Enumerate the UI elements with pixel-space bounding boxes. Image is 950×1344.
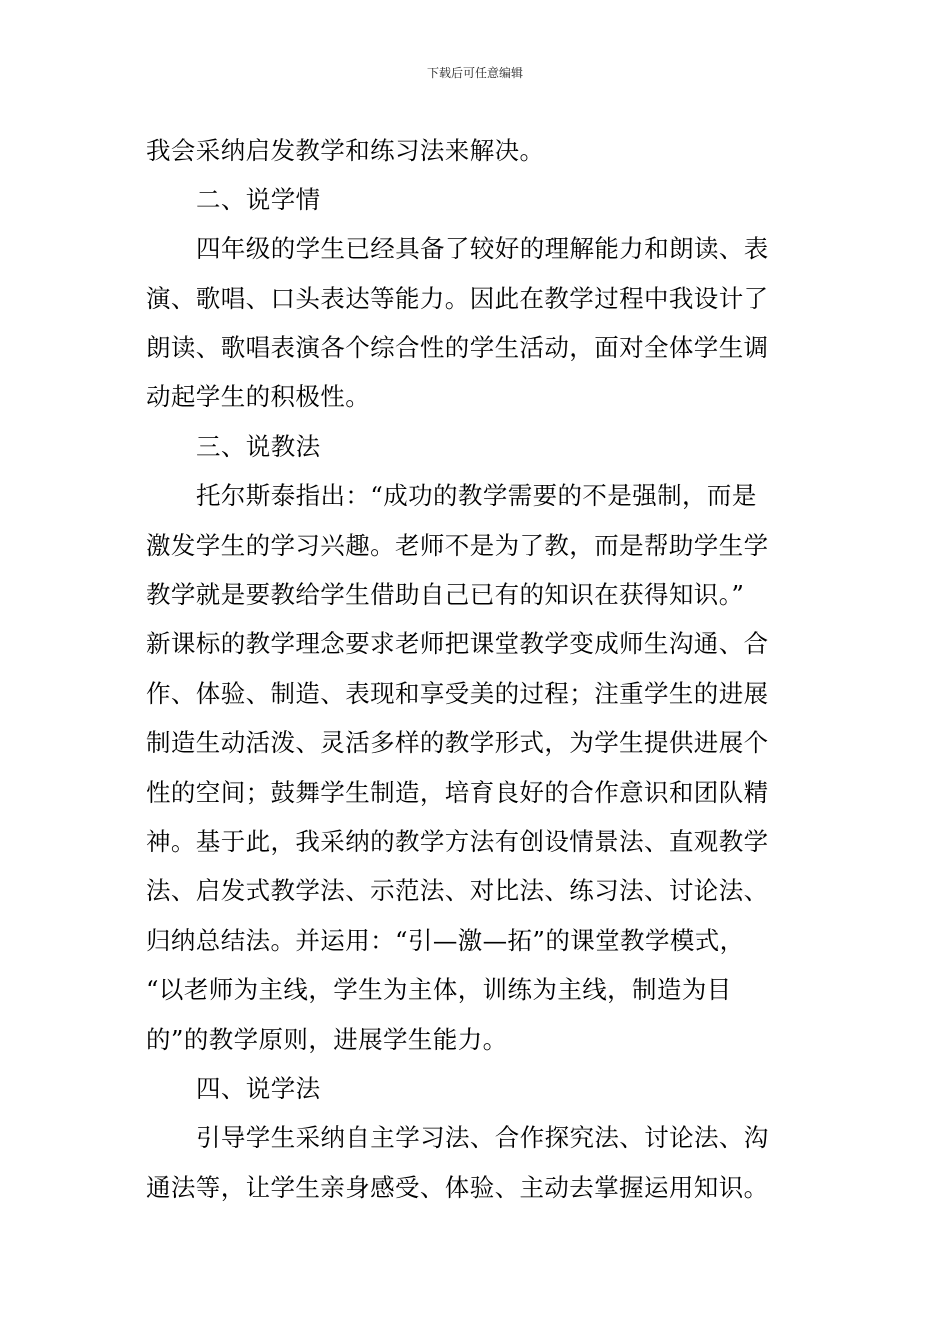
body-line: 教学就是要教给学生借助自己已有的知识在获得知识。” (146, 580, 745, 609)
body-line: “以老师为主线，学生为主体，训练为主线，制造为目 (146, 975, 732, 1004)
paragraph-first-line: 四年级的学生已经具备了较好的理解能力和朗读、表 (196, 234, 769, 263)
body-line: 神。基于此，我采纳的教学方法有创设情景法、直观教学 (146, 827, 769, 856)
section-heading: 三、说教法 (196, 432, 321, 461)
body-line: 朗读、歌唱表演各个综合性的学生活动，面对全体学生调 (146, 333, 769, 362)
body-line: 我会采纳启发教学和练习法来解决。 (146, 136, 545, 165)
paragraph-first-line: 托尔斯泰指出：“成功的教学需要的不是强制，而是 (196, 481, 757, 510)
body-line: 的”的教学原则，进展学生能力。 (146, 1025, 508, 1054)
body-line: 归纳总结法。并运用：“引—激—拓”的课堂教学模式， (146, 926, 745, 955)
body-line: 性的空间；鼓舞学生制造，培育良好的合作意识和团队精 (146, 778, 769, 807)
body-line: 激发学生的学习兴趣。老师不是为了教，而是帮助学生学 (146, 531, 769, 560)
body-line: 新课标的教学理念要求老师把课堂教学变成师生沟通、合 (146, 629, 769, 658)
paragraph-first-line: 引导学生采纳自主学习法、合作探究法、讨论法、沟 (196, 1123, 769, 1152)
body-line: 作、体验、制造、表现和享受美的过程；注重学生的进展 (146, 679, 769, 708)
body-line: 动起学生的积极性。 (146, 382, 371, 411)
section-heading: 四、说学法 (196, 1074, 321, 1103)
body-line: 法、启发式教学法、示范法、对比法、练习法、讨论法、 (146, 876, 769, 905)
page-header: 下载后可任意编辑 (426, 66, 523, 80)
body-line: 演、歌唱、口头表达等能力。因此在教学过程中我设计了 (146, 284, 769, 313)
body-line: 制造生动活泼、灵活多样的教学形式，为学生提供进展个 (146, 728, 769, 757)
body-line: 通法等，让学生亲身感受、体验、主动去掌握运用知识。 (146, 1173, 769, 1202)
section-heading: 二、说学情 (196, 185, 321, 214)
